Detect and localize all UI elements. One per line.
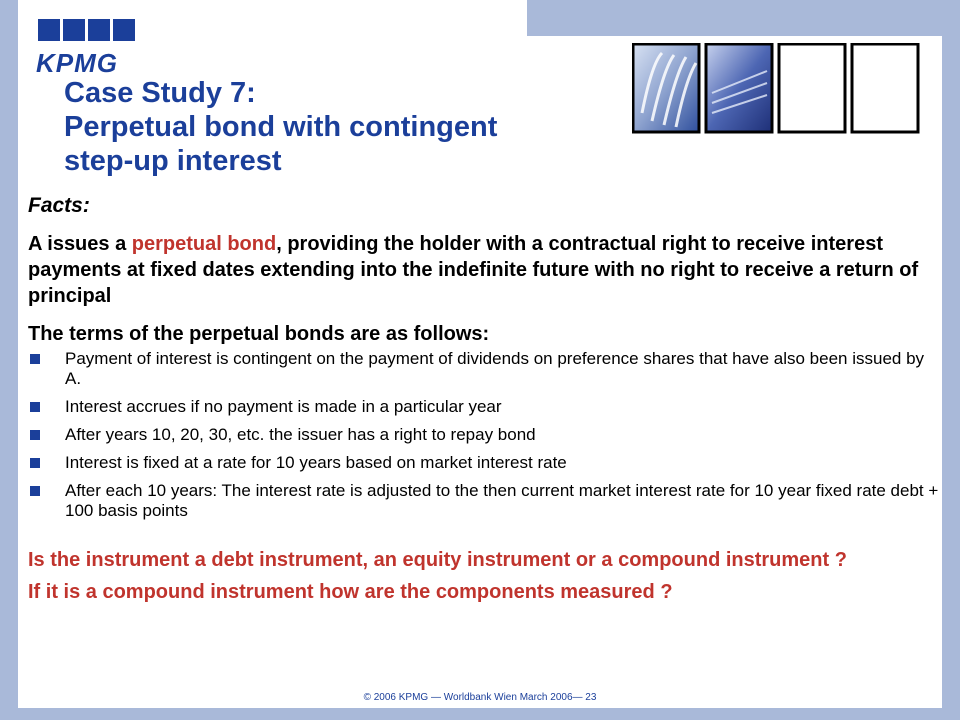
terms-heading: The terms of the perpetual bonds are as follows: — [28, 323, 490, 345]
bullet-square-icon — [30, 354, 40, 364]
logo-text: KPMG — [36, 48, 118, 78]
kpmg-logo — [36, 18, 140, 78]
bullet-square-icon — [30, 486, 40, 496]
list-item — [28, 425, 943, 445]
top-right-frame-block — [527, 0, 960, 36]
bullet-square-icon — [30, 458, 40, 468]
question-1: Is the instrument a debt instrument, an equity instrument or a compound instrument ? — [28, 549, 847, 571]
facts-paragraph — [28, 231, 943, 309]
title-line-1: Case Study 7: — [64, 77, 256, 109]
list-item — [28, 481, 943, 521]
list-item — [28, 453, 943, 473]
title-line-3: step-up interest — [64, 145, 282, 177]
bottom-frame-bar — [0, 708, 960, 720]
facts-highlight: perpetual bond — [131, 233, 277, 255]
header-photo-strip — [632, 43, 924, 135]
facts-rest: , providing the holder with a contractual right to receive interest payments at fixed dates extending into the indefinite future with no right to receive a return of principal — [28, 233, 919, 307]
bullet-text: After each 10 years: The interest rate is adjusted to the then current market interest rate for 10 year fixed rate debt + 100 basis points — [65, 481, 939, 520]
page-title — [64, 76, 624, 178]
bullet-square-icon — [30, 430, 40, 440]
left-frame-bar — [0, 0, 18, 720]
bullet-text: After years 10, 20, 30, etc. the issuer has a right to repay bond — [65, 425, 536, 444]
bullet-square-icon — [30, 402, 40, 412]
footer-text: © 2006 KPMG — Worldbank Wien March 2006— 23 — [363, 692, 597, 703]
list-item — [28, 397, 943, 417]
slide-body — [28, 193, 943, 611]
bullet-text: Payment of interest is contingent on the payment of dividends on preference shares that have also been issued by A. — [65, 349, 925, 388]
bullet-text: Interest is fixed at a rate for 10 years based on market interest rate — [65, 453, 567, 472]
terms-list — [28, 349, 943, 521]
right-frame-bar — [942, 0, 960, 720]
bullet-text: Interest accrues if no payment is made in a particular year — [65, 397, 502, 416]
facts-label: Facts: — [28, 194, 90, 217]
list-item — [28, 349, 943, 389]
title-line-2: Perpetual bond with contingent — [64, 111, 498, 143]
question-2: If it is a compound instrument how are the components measured ? — [28, 581, 673, 603]
logo-squares-icon — [36, 18, 140, 50]
facts-prefix: A issues a — [28, 233, 132, 255]
